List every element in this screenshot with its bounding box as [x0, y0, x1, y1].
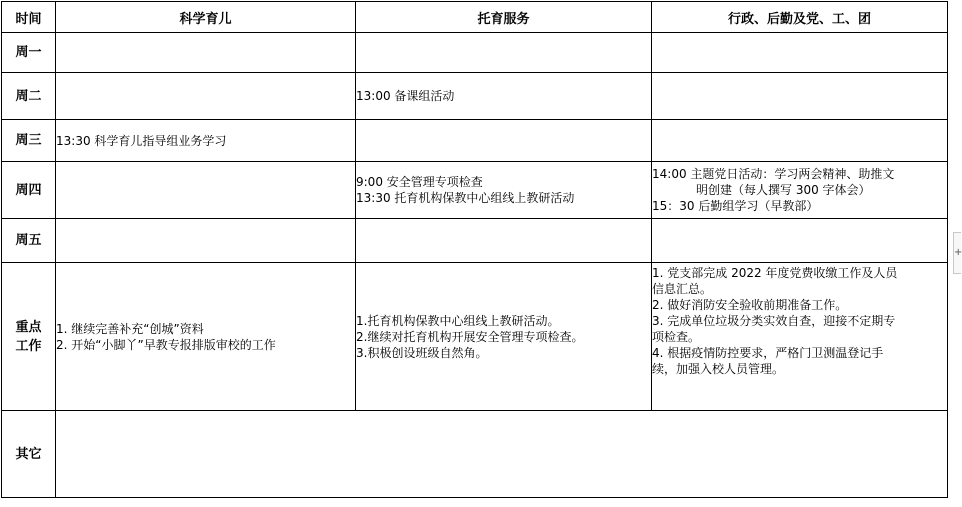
thursday-admin-item-1-cont: 明创建（每人撰写 300 字体会）: [696, 183, 871, 197]
key-work-label-2: 工作: [15, 338, 42, 354]
cell-tuesday-admin: [652, 73, 948, 120]
key-childcare-item-2: 2.继续对托育机构开展安全管理专项检查。: [356, 329, 584, 344]
weekly-schedule-table: [1, 1, 948, 498]
key-science-item-1: 1. 继续完善补充“创城”资料: [56, 321, 204, 336]
key-admin-item-2: 2. 做好消防安全验收前期准备工作。: [652, 298, 848, 312]
header-admin-logistics: 行政、后勤及党、工、团: [652, 2, 948, 33]
day-other: 其它: [2, 411, 56, 498]
day-monday: 周一: [2, 33, 56, 73]
day-tuesday: 周二: [2, 73, 56, 120]
key-admin-item-1: 1. 党支部完成 2022 年度党费收缴工作及人员: [652, 266, 898, 280]
key-admin-item-1-cont: 信息汇总。: [652, 282, 713, 296]
plus-icon: +: [954, 247, 962, 258]
thursday-childcare-item-2: 13:30 托育机构保教中心组线上教研活动: [356, 191, 575, 205]
cell-friday-science: [56, 219, 356, 263]
cell-monday-science: [56, 33, 356, 73]
cell-friday-admin: [652, 219, 948, 263]
day-wednesday: 周三: [2, 120, 56, 162]
thursday-admin-item-1: 14:00 主题党日活动：学习两会精神、助推文: [652, 167, 895, 181]
day-key-work: [2, 263, 56, 411]
header-science-parenting: 科学育儿: [56, 2, 356, 33]
cell-other-content: [56, 411, 948, 498]
row-monday: [2, 33, 948, 73]
day-thursday: 周四: [2, 162, 56, 219]
tuesday-childcare-item: 13:00 备课组活动: [356, 89, 455, 103]
row-key-work: [2, 263, 948, 411]
key-work-label-1: 重点: [15, 319, 42, 335]
key-admin-item-4: 4. 根据疫情防控要求，严格门卫测温登记手: [652, 346, 884, 360]
cell-wednesday-admin: [652, 120, 948, 162]
row-other: [2, 411, 948, 498]
thursday-admin-item-2: 15：30 后勤组学习（早教部）: [652, 199, 819, 213]
key-admin-item-3: 3. 完成单位垃圾分类实效自查，迎接不定期专: [652, 314, 896, 328]
cell-wednesday-science: [56, 120, 356, 162]
row-friday: [2, 219, 948, 263]
cell-thursday-admin: [652, 162, 948, 219]
header-childcare-service: 托育服务: [356, 2, 652, 33]
header-row: [2, 2, 948, 33]
key-admin-item-3-cont: 项检查。: [652, 330, 701, 344]
add-widget[interactable]: [953, 232, 961, 274]
wednesday-science-item: 13:30 科学育儿指导组业务学习: [56, 133, 227, 148]
cell-thursday-childcare: [356, 162, 652, 219]
cell-key-science: [56, 263, 356, 411]
key-science-item-2: 2. 开始“小脚丫”早教专报排版审校的工作: [56, 337, 276, 352]
key-childcare-item-1: 1.托育机构保教中心组线上教研活动。: [356, 313, 560, 328]
row-wednesday: [2, 120, 948, 162]
row-thursday: [2, 162, 948, 219]
key-admin-item-4-cont: 续，加强入校人员管理。: [652, 362, 785, 376]
cell-key-admin: [652, 263, 948, 411]
key-childcare-item-3: 3.积极创设班级自然角。: [356, 345, 488, 360]
row-tuesday: [2, 73, 948, 120]
cell-wednesday-childcare: [356, 120, 652, 162]
cell-monday-admin: [652, 33, 948, 73]
cell-thursday-science: [56, 162, 356, 219]
day-friday: 周五: [2, 219, 56, 263]
cell-monday-childcare: [356, 33, 652, 73]
thursday-childcare-item-1: 9:00 安全管理专项检查: [356, 175, 483, 189]
cell-tuesday-childcare: [356, 73, 652, 120]
cell-tuesday-science: [56, 73, 356, 120]
cell-friday-childcare: [356, 219, 652, 263]
header-time: 时间: [2, 2, 56, 33]
cell-key-childcare: [356, 263, 652, 411]
